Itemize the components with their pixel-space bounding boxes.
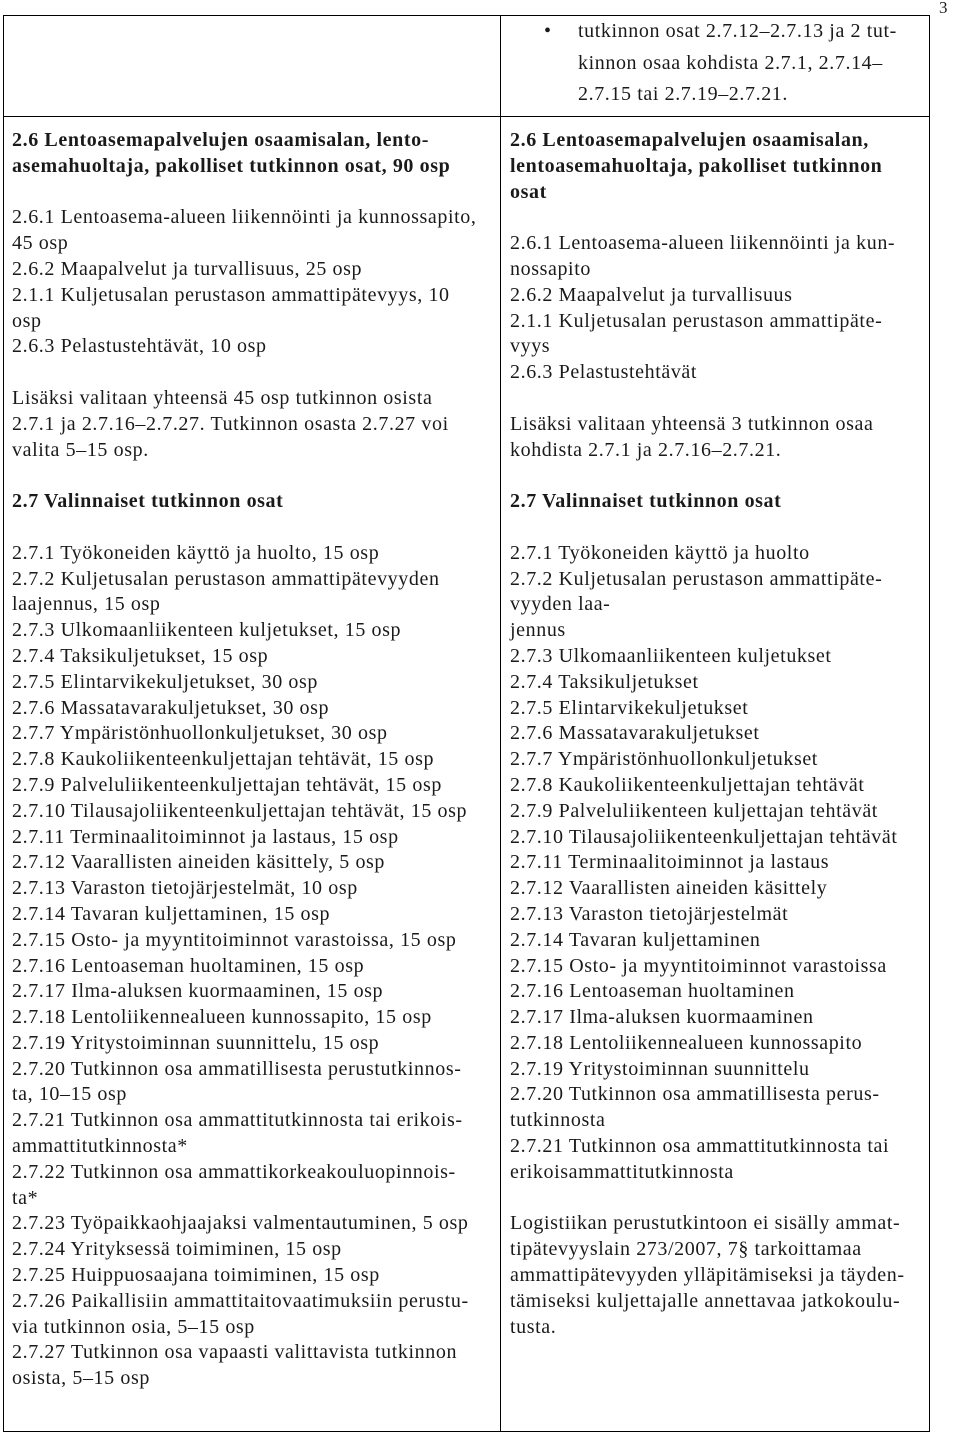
table-cell-top-left [4, 16, 500, 116]
text-line: jennus [510, 619, 566, 642]
text-line: 2.6 Lentoasemapalvelujen osaamisalan, [510, 129, 869, 151]
text-line: 45 osp [12, 232, 69, 255]
text-line: 2.7.5 Elintarvikekuljetukset [510, 696, 749, 719]
table-cell-right-column [510, 128, 926, 1340]
text-line: kohdista 2.7.1 ja 2.7.16–2.7.21. [510, 438, 782, 461]
section-heading [510, 128, 926, 205]
paragraph [12, 205, 496, 360]
text-line: ammattitutkinnosta* [12, 1135, 188, 1158]
text-line: 2.7.11 Terminaalitoiminnot ja lastaus, 15 osp [12, 825, 399, 848]
text-line: 2.7.1 Työkoneiden käyttö ja huolto, 15 osp [12, 541, 380, 564]
text-line: 2.6 Lentoasemapalvelujen osaamisalan, lento- [12, 129, 429, 151]
table-cell-left-column [12, 128, 496, 1392]
text-line: 2.7.13 Varaston tietojärjestelmät [510, 902, 789, 925]
text-line: 2.7.19 Yritystoiminnan suunnittelu [510, 1057, 810, 1080]
text-line: 2.6.1 Lentoasema-alueen liikennöinti ja kun- [510, 232, 896, 255]
text-line: tutkinnosta [510, 1109, 606, 1132]
bullet-item [578, 16, 897, 111]
text-line: 2.1.1 Kuljetusalan perustason ammattipäte- [510, 309, 883, 332]
text-line: 2.7.5 Elintarvikekuljetukset, 30 osp [12, 670, 319, 693]
text-line: osista, 5–15 osp [12, 1367, 150, 1390]
text-line: osp [12, 309, 42, 332]
text-line: Logistiikan perustutkintoon ei sisälly ammat- [510, 1212, 901, 1235]
text-line: 2.7.6 Massatavarakuljetukset, 30 osp [12, 696, 330, 719]
text-line: 2.7.8 Kaukoliikenteenkuljettajan tehtävät [510, 773, 865, 796]
section-heading [12, 489, 496, 515]
paragraph [12, 386, 496, 463]
text-line: 2.7.25 Huippuosaajana toimiminen, 15 osp [12, 1264, 380, 1287]
text-line: 2.7.1 Työkoneiden käyttö ja huolto [510, 541, 810, 564]
text-line: 2.7.4 Taksikuljetukset [510, 670, 699, 693]
text-line: 2.7.9 Palveluliikenteenkuljettajan tehtävät, 15 osp [12, 773, 442, 796]
text-line: 2.7.7 Ympäristönhuollonkuljetukset [510, 748, 818, 771]
text-line: 2.7.8 Kaukoliikenteenkuljettajan tehtävät, 15 osp [12, 748, 435, 771]
text-line: vyyden laa- [510, 593, 611, 616]
text-line: 2.7.4 Taksikuljetukset, 15 osp [12, 644, 269, 667]
text-line: 2.7.14 Tavaran kuljettaminen [510, 928, 761, 951]
text-line: 2.6.2 Maapalvelut ja turvallisuus [510, 283, 793, 306]
table-column-divider [500, 15, 501, 1432]
text-line: 2.7.23 Työpaikkaohjaajaksi valmentautuminen, 5 osp [12, 1212, 469, 1235]
text-line: 2.7.10 Tilausajoliikenteenkuljettajan tehtävät, 15 osp [12, 799, 468, 822]
text-line: tämiseksi kuljettajalle annettavaa jatkokoulu- [510, 1289, 901, 1312]
table-cell-top-right [501, 16, 929, 115]
text-line: Lisäksi valitaan yhteensä 3 tutkinnon osaa [510, 412, 874, 435]
text-line: 2.7.17 Ilma-aluksen kuormaaminen, 15 osp [12, 980, 384, 1003]
text-line: 2.7.2 Kuljetusalan perustason ammattipäte- [510, 567, 883, 590]
text-line: lentoasemahuoltaja, pakolliset tutkinnon [510, 154, 883, 177]
text-line: 2.6.1 Lentoasema-alueen liikennöinti ja kunnossapito, [12, 206, 477, 229]
text-line: 2.7.16 Lentoaseman huoltaminen, 15 osp [12, 954, 365, 977]
text-line: Lisäksi valitaan yhteensä 45 osp tutkinnon osista [12, 386, 433, 409]
text-line: tusta. [510, 1315, 557, 1338]
text-line: 2.7.26 Paikallisiin ammattitaitovaatimuksiin perustu- [12, 1289, 469, 1312]
paragraph [12, 541, 496, 1392]
text-line: laajennus, 15 osp [12, 593, 161, 616]
table-row-divider [3, 116, 930, 117]
paragraph [510, 541, 926, 1186]
text-line: 2.7.15 tai 2.7.19–2.7.21. [578, 83, 788, 105]
text-line: 2.6.2 Maapalvelut ja turvallisuus, 25 osp [12, 257, 363, 280]
text-line: 2.7.27 Tutkinnon osa vapaasti valittavista tutkinnon [12, 1341, 458, 1364]
text-line: asemahuoltaja, pakolliset tutkinnon osat, 90 osp [12, 154, 451, 177]
text-line: 2.7.13 Varaston tietojärjestelmät, 10 osp [12, 877, 358, 900]
text-line: 2.7.14 Tavaran kuljettaminen, 15 osp [12, 902, 331, 925]
text-line: ammattipätevyyden ylläpitämiseksi ja täyden- [510, 1264, 905, 1287]
page-number: 3 [939, 0, 948, 17]
text-line: 2.7.21 Tutkinnon osa ammattitutkinnosta tai erikois- [12, 1109, 463, 1132]
text-line: 2.7.18 Lentoliikennealueen kunnossapito, 15 osp [12, 1006, 432, 1029]
text-line: 2.7.9 Palveluliikenteen kuljettajan tehtävät [510, 799, 878, 822]
text-line: ta, 10–15 osp [12, 1083, 128, 1106]
text-line: nossapito [510, 257, 591, 280]
text-line: vyys [510, 335, 551, 358]
text-line: 2.7.3 Ulkomaanliikenteen kuljetukset, 15 osp [12, 619, 402, 642]
paragraph [510, 412, 926, 464]
text-line: 2.7.20 Tutkinnon osa ammatillisesta perustutkinnos- [12, 1057, 462, 1080]
text-line: 2.7.15 Osto- ja myyntitoiminnot varastoissa [510, 954, 887, 977]
text-line: 2.7.20 Tutkinnon osa ammatillisesta perus- [510, 1083, 880, 1106]
text-line: 2.6.3 Pelastustehtävät [510, 361, 698, 384]
text-line: 2.7.19 Yritystoiminnan suunnittelu, 15 osp [12, 1031, 380, 1054]
text-line: 2.7.10 Tilausajoliikenteenkuljettajan tehtävät [510, 825, 898, 848]
paragraph [510, 231, 926, 386]
text-line: 2.7.18 Lentoliikennealueen kunnossapito [510, 1031, 863, 1054]
text-line: 2.7.15 Osto- ja myyntitoiminnot varastoissa, 15 osp [12, 928, 457, 951]
section-heading [510, 489, 926, 515]
text-line: 2.7.16 Lentoaseman huoltaminen [510, 980, 795, 1003]
list-bullet-icon [544, 16, 551, 48]
text-line: 2.7.17 Ilma-aluksen kuormaaminen [510, 1006, 814, 1029]
paragraph [510, 1211, 926, 1340]
text-line: 2.7.22 Tutkinnon osa ammattikorkeakouluopinnois- [12, 1160, 456, 1183]
text-line: 2.7 Valinnaiset tutkinnon osat [510, 490, 782, 513]
text-line: valita 5–15 osp. [12, 438, 149, 461]
text-line: tutkinnon osat 2.7.12–2.7.13 ja 2 tut- [578, 20, 897, 42]
text-line: osat [510, 180, 547, 203]
text-line: 2.7.7 Ympäristönhuollonkuljetukset, 30 osp [12, 722, 388, 745]
text-line: 2.7.3 Ulkomaanliikenteen kuljetukset [510, 644, 832, 667]
text-line: 2.7.11 Terminaalitoiminnot ja lastaus [510, 851, 830, 874]
text-line: via tutkinnon osia, 5–15 osp [12, 1315, 255, 1338]
text-line: 2.7.2 Kuljetusalan perustason ammattipätevyyden [12, 567, 440, 590]
text-line: kinnon osaa kohdista 2.7.1, 2.7.14– [578, 51, 883, 74]
text-line: 2.7.6 Massatavarakuljetukset [510, 722, 760, 745]
section-heading [12, 128, 496, 180]
text-line: erikoisammattitutkinnosta [510, 1160, 734, 1183]
text-line: 2.7.24 Yrityksessä toimiminen, 15 osp [12, 1238, 342, 1261]
text-line: ta* [12, 1186, 39, 1209]
text-line: 2.7.1 ja 2.7.16–2.7.27. Tutkinnon osasta 2.7.27 voi [12, 412, 449, 435]
text-line: 2.7 Valinnaiset tutkinnon osat [12, 490, 284, 513]
text-line: 2.7.21 Tutkinnon osa ammattitutkinnosta tai [510, 1135, 890, 1158]
text-line: tipätevyyslain 273/2007, 7§ tarkoittamaa [510, 1238, 862, 1261]
text-line: 2.1.1 Kuljetusalan perustason ammattipätevyys, 10 [12, 283, 450, 306]
text-line: 2.6.3 Pelastustehtävät, 10 osp [12, 335, 267, 358]
text-line: 2.7.12 Vaarallisten aineiden käsittely, 5 osp [12, 851, 386, 874]
text-line: 2.7.12 Vaarallisten aineiden käsittely [510, 877, 828, 900]
